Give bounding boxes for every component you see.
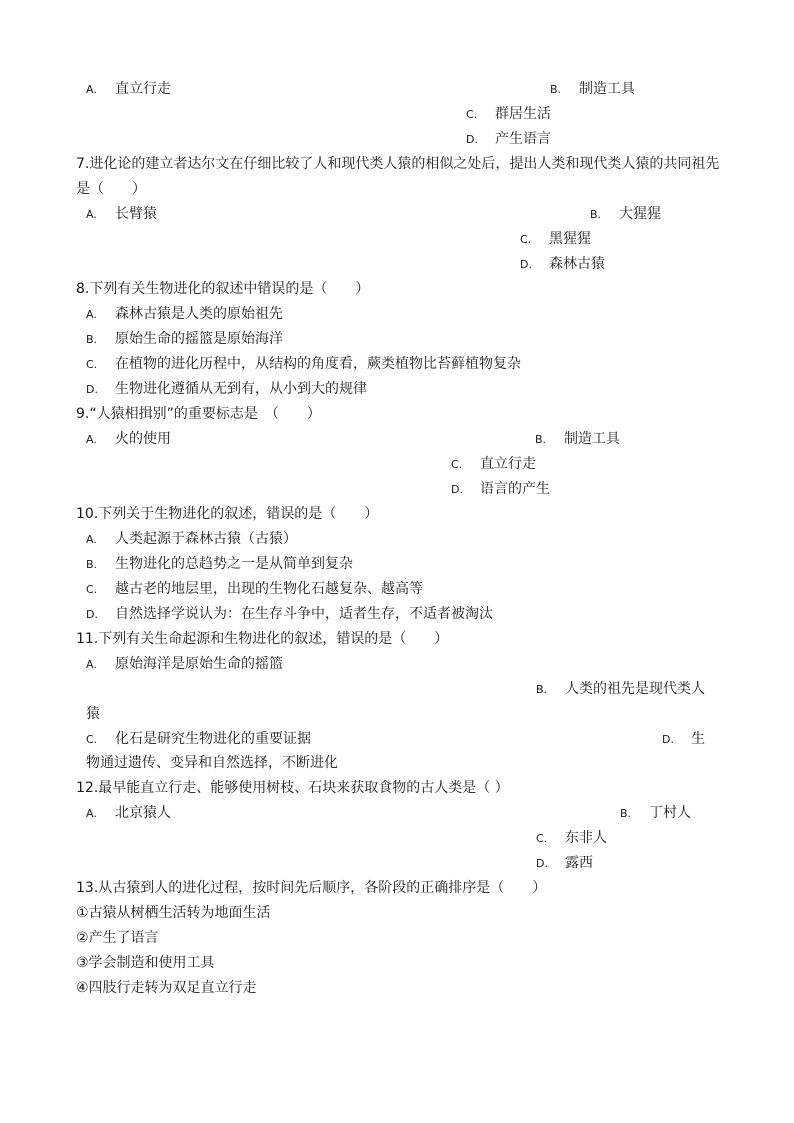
- q6-option-b: B. 制造工具: [550, 81, 635, 97]
- q7-option-b: B. 大猩猩: [590, 206, 661, 222]
- q7-option-a: A. 长臂猿: [86, 206, 157, 222]
- q7-option-c: C. 黑猩猩: [520, 231, 591, 247]
- q13-item: ③学会制造和使用工具: [76, 955, 215, 971]
- q8-option-c: C. 在植物的进化历程中，从结构的角度看，蕨类植物比苔藓植物复杂: [86, 356, 521, 372]
- q8-stem: 8.下列有关生物进化的叙述中错误的是（ ）: [76, 281, 370, 297]
- q10-option-b: B. 生物进化的总趋势之一是从简单到复杂: [86, 556, 353, 572]
- q11-stem: 11.下列有关生命起源和生物进化的叙述，错误的是（ ）: [76, 631, 449, 647]
- q11-option-a: A. 原始海洋是原始生命的摇篮: [86, 656, 283, 672]
- q9-option-c: C. 直立行走: [451, 456, 536, 472]
- q6-option-c: C. 群居生活: [466, 106, 551, 122]
- q12-option-b: B. 丁村人: [620, 805, 691, 821]
- q13-item: ④四肢行走转为双足直立行走: [76, 980, 257, 996]
- q9-option-a: A. 火的使用: [86, 431, 171, 447]
- q13-item: ②产生了语言: [76, 930, 159, 946]
- q9-option-b: B. 制造工具: [535, 431, 620, 447]
- q12-stem: 12.最早能直立行走、能够使用树枝、石块来获取食物的古人类是（ ）: [76, 780, 509, 796]
- q8-option-b: B. 原始生命的摇篮是原始海洋: [86, 331, 283, 347]
- q10-option-a: A. 人类起源于森林古猿（古猿）: [86, 531, 297, 547]
- q10-option-d: D. 自然选择学说认为：在生存斗争中，适者生存，不适者被淘汰: [86, 606, 493, 622]
- q6-option-d: D. 产生语言: [466, 131, 551, 147]
- q11-option-d: D. 生: [662, 731, 705, 747]
- q7-option-d: D. 森林古猿: [520, 256, 605, 272]
- q10-stem: 10.下列关于生物进化的叙述，错误的是（ ）: [76, 506, 379, 522]
- q6-option-a: A. 直立行走: [86, 81, 171, 97]
- q8-option-d: D. 生物进化遵循从无到有，从小到大的规律: [86, 381, 367, 397]
- q13-stem: 13.从古猿到人的进化过程，按时间先后顺序，各阶段的正确排序是（ ）: [76, 880, 547, 896]
- q11-option-b-cont: 猿: [86, 706, 100, 722]
- q11-option-d-cont: 物通过遗传、变异和自然选择，不断进化: [86, 755, 338, 771]
- q7-stem-cont: 是（ ）: [76, 181, 146, 197]
- q7-stem: 7.进化论的建立者达尔文在仔细比较了人和现代类人猿的相似之处后，提出人类和现代类人猿的共同祖先: [76, 156, 720, 172]
- q12-option-d: D. 露西: [536, 855, 593, 871]
- q13-item: ①古猿从树栖生活转为地面生活: [76, 905, 271, 921]
- q11-option-c: C. 化石是研究生物进化的重要证据: [86, 731, 311, 747]
- q8-option-a: A. 森林古猿是人类的原始祖先: [86, 306, 283, 322]
- q12-option-c: C. 东非人: [536, 830, 607, 846]
- q9-stem: 9.“人猿相揖别”的重要标志是 （ ）: [76, 406, 321, 422]
- q12-option-a: A. 北京猿人: [86, 805, 171, 821]
- q10-option-c: C. 越古老的地层里，出现的生物化石越复杂、越高等: [86, 581, 423, 597]
- q11-option-b: B. 人类的祖先是现代类人: [536, 681, 705, 697]
- q9-option-d: D. 语言的产生: [451, 481, 550, 497]
